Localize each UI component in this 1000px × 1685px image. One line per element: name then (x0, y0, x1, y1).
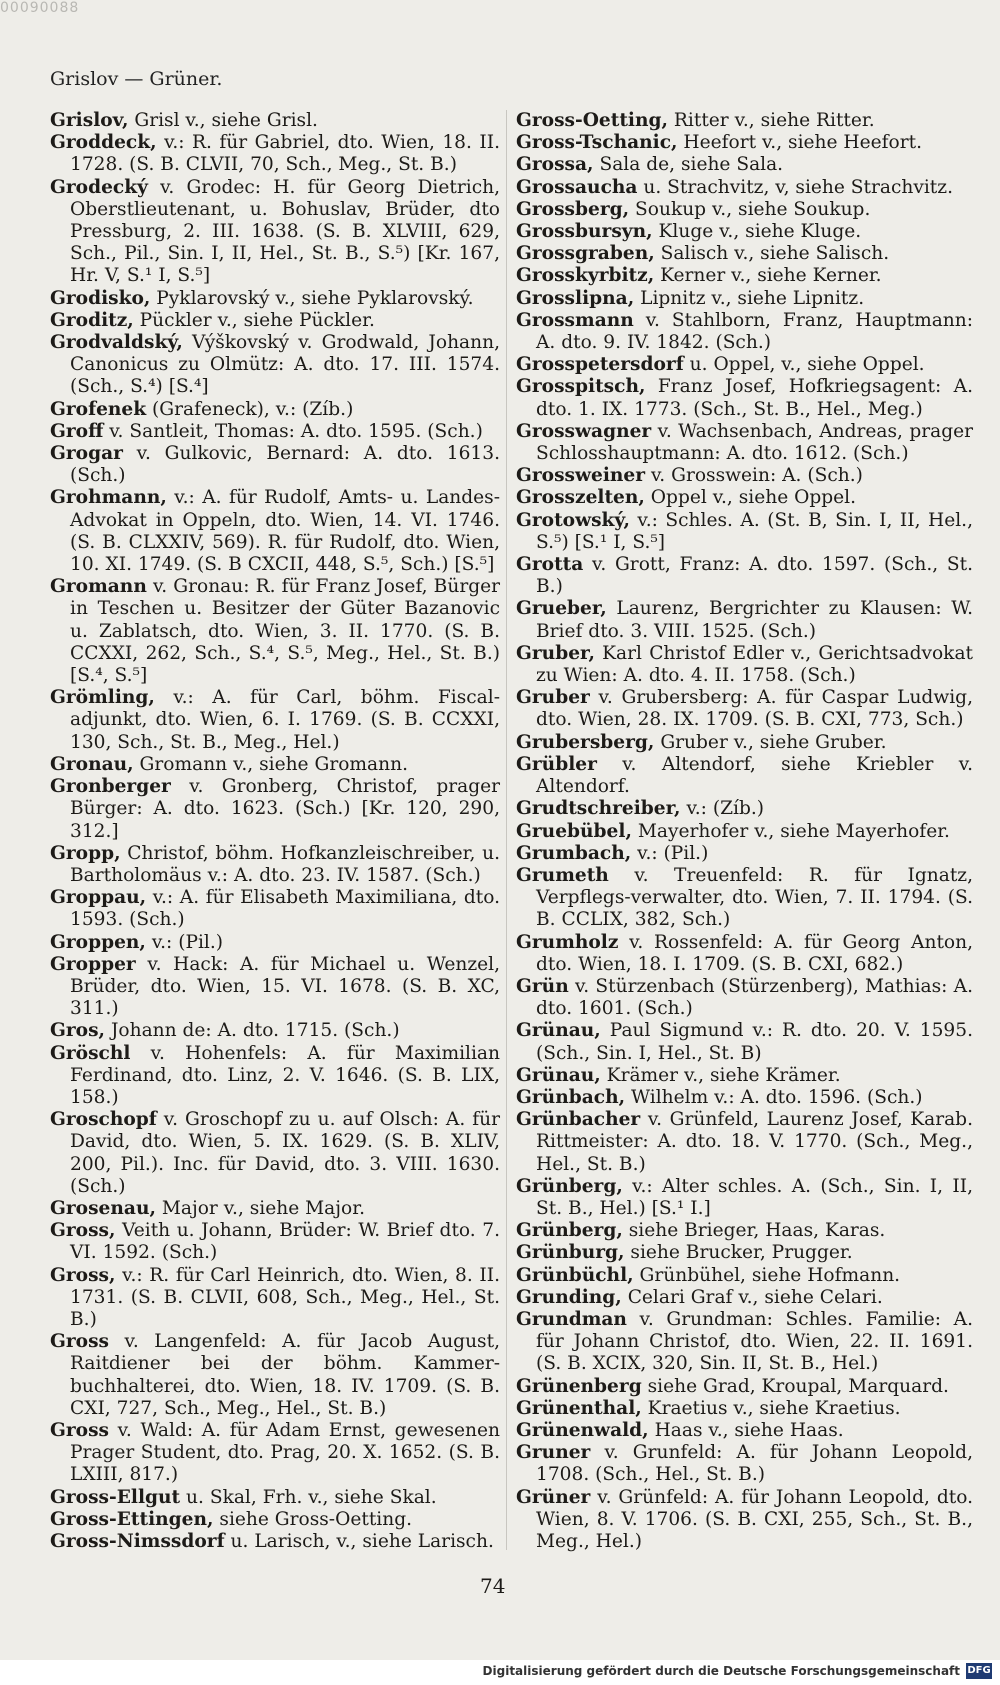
entry-text: v. Grundman: Schles. Familie: A. für Johann Christof, dto. Wien, 22. II. 1691. (S. B. XCIX, 320, Sin. II, St. B., Hel.) (536, 1308, 973, 1375)
entry-headword: Grosswagner (516, 420, 652, 442)
entry-headword: Grubersberg, (516, 731, 655, 753)
entry-headword: Grünenwald, (516, 1419, 649, 1441)
entry-headword: Grünbach, (516, 1086, 626, 1108)
entry-headword: Grossmann (516, 309, 634, 331)
entry-headword: Grömling, (50, 687, 155, 709)
dictionary-entry (50, 1265, 500, 1332)
dictionary-entry (50, 1509, 500, 1531)
entry-text: Heefort v., siehe Heefort. (677, 132, 922, 154)
entry-headword: Groschopf (50, 1109, 157, 1131)
entry-headword: Gronberger (50, 776, 171, 798)
entry-headword: Gros, (50, 1020, 106, 1042)
dictionary-entry (516, 1065, 973, 1087)
entry-text: Soukup v., siehe Soukup. (629, 198, 871, 220)
dictionary-entry (50, 487, 500, 576)
dictionary-entry (516, 643, 973, 687)
entry-headword: Grünbüchl, (516, 1264, 634, 1286)
dictionary-entry (516, 554, 973, 598)
dictionary-entry (516, 821, 973, 843)
column-divider (506, 110, 507, 1550)
dictionary-entry (516, 1398, 973, 1420)
entry-headword: Grünenthal, (516, 1397, 642, 1419)
dictionary-entry (50, 1109, 500, 1198)
entry-text: Výškovský v. Grodwald, Johann, Canonicus zu Olmütz: A. dto. 17. III. 1574. (Sch., S.⁴) [S.⁴] (70, 332, 500, 398)
entry-headword: Groppen, (50, 931, 146, 953)
entry-text: Haas v., siehe Haas. (648, 1419, 844, 1441)
entry-headword: Grumbach, (516, 842, 632, 864)
entry-text: Krämer v., siehe Krämer. (600, 1064, 841, 1086)
dictionary-entry (516, 110, 973, 132)
right-column (516, 110, 973, 1553)
entry-headword: Grünburg, (516, 1242, 625, 1264)
dictionary-entry (516, 1176, 973, 1220)
entry-headword: Grunding, (516, 1286, 622, 1308)
entry-headword: Gruner (516, 1442, 591, 1464)
entry-headword: Gromann (50, 576, 147, 598)
dictionary-entry (50, 132, 500, 176)
entry-headword: Gruber, (516, 642, 595, 664)
entry-text: siehe Brucker, Prugger. (624, 1242, 853, 1264)
dictionary-entry (50, 932, 500, 954)
dictionary-entry (516, 465, 973, 487)
entry-text: u. Skal, Frh. v., siehe Skal. (180, 1486, 437, 1508)
entry-headword: Gross-Oetting, (516, 110, 668, 131)
entry-text: v. Stürzenbach (Stürzenberg), Mathias: A. dto. 1601. (Sch.) (536, 975, 973, 1020)
entry-text: v. Altendorf, siehe Kriebler v. Altendorf. (536, 753, 973, 798)
dfg-logo: DFG (966, 1663, 992, 1679)
dictionary-entry (516, 288, 973, 310)
entry-text: v. Grünfeld: A. für Johann Leopold, dto. Wien, 8. V. 1706. (S. B. CXI, 255, Sch., St. B., Meg., Hel.) (536, 1486, 973, 1552)
dictionary-entry (516, 732, 973, 754)
entry-text: siehe Brieger, Haas, Karas. (622, 1220, 886, 1242)
entry-text: Christof, böhm. Hofkanzleischreiber, u. Bartholomäus v.: A. dto. 23. IV. 1587. (Sch.) (70, 842, 500, 886)
entry-headword: Grudtschreiber, (516, 798, 681, 820)
entry-headword: Grüner (516, 1486, 591, 1508)
entry-text: v. Wald: A. für Adam Ernst, gewesenen Prager Student, dto. Prag, 20. X. 1652. (S. B. LXIII, 817.) (70, 1419, 500, 1486)
entry-headword: Grosenau, (50, 1197, 156, 1219)
entry-text: v. Gronau: R. für Franz Josef, Bürger in Teschen u. Besitzer der Güter Bazanovic u. Zablatsch, dto. Wien, 3. II. 1770. (S. B. CCXXI, 262, Sch., S.⁴, S.⁵, Meg., Hel., St. B.) [S.⁴, S.⁵] (70, 576, 500, 687)
entry-text: Gromann v., siehe Gromann. (133, 753, 408, 775)
dictionary-entry (50, 1020, 500, 1042)
dictionary-entry (50, 1043, 500, 1110)
dictionary-entry (50, 1487, 500, 1509)
entry-headword: Grosspitsch, (516, 376, 646, 398)
entry-text: Laurenz, Bergrichter zu Klausen: W. Brief dto. 3. VIII. 1525. (Sch.) (536, 598, 973, 642)
entry-text: siehe Grad, Kroupal, Marquard. (641, 1375, 949, 1397)
entry-text: v.: R. für Gabriel, dto. Wien, 18. II. 1728. (S. B. CLVII, 70, Sch., Meg., St. B.) (70, 132, 500, 176)
entry-text: Pyklarovský v., siehe Pyklarovský. (150, 287, 474, 309)
dictionary-entry (50, 1220, 500, 1264)
entry-headword: Gross-Ellgut (50, 1486, 181, 1508)
entry-headword: Groppau, (50, 887, 147, 909)
entry-text: Kraetius v., siehe Kraetius. (641, 1397, 901, 1419)
entry-headword: Grün (516, 975, 569, 997)
entry-headword: Gropper (50, 953, 136, 975)
entry-text: Major v., siehe Major. (155, 1197, 365, 1219)
entry-text: Ritter v., siehe Ritter. (668, 110, 875, 131)
entry-headword: Grislov, (50, 110, 129, 131)
dictionary-entry (516, 1020, 973, 1064)
dictionary-entry (50, 310, 500, 332)
entry-headword: Gronau, (50, 753, 134, 775)
entry-headword: Groff (50, 420, 104, 442)
dictionary-entry (516, 310, 973, 354)
entry-text: v. Treuenfeld: R. für Ignatz, Verpflegs-verwalter, dto. Wien, 7. II. 1794. (S. B. CCLIX, 382, Sch.) (536, 864, 973, 931)
entry-headword: Grünberg, (516, 1175, 623, 1197)
dictionary-entry (516, 243, 973, 265)
dictionary-entry (516, 687, 973, 731)
entry-headword: Grueber, (516, 598, 607, 620)
dictionary-entry (516, 798, 973, 820)
dictionary-entry (516, 976, 973, 1020)
entry-text: Kluge v., siehe Kluge. (652, 221, 862, 243)
entry-headword: Grogar (50, 443, 123, 465)
dictionary-entry (516, 1242, 973, 1264)
entry-text: v. Stahlborn, Franz, Hauptmann: A. dto. 9. IV. 1842. (Sch.) (536, 309, 973, 354)
entry-headword: Grotowský, (516, 509, 630, 531)
entry-headword: Grohmann, (50, 487, 167, 509)
entry-text: siehe Gross-Oetting. (213, 1508, 413, 1530)
entry-text: Grünbühel, siehe Hofmann. (633, 1264, 901, 1286)
dictionary-entry (516, 354, 973, 376)
entry-text: v. Hohenfels: A. für Maximilian Ferdinand, dto. Linz, 2. V. 1646. (S. B. LIX, 158.) (70, 1042, 500, 1108)
dictionary-entry (516, 132, 973, 154)
entry-text: v.: A. für Rudolf, Amts- u. Landes-Advokat in Oppeln, dto. Wien, 14. VI. 1746. (S. B. CLXXIV, 569). R. für Rudolf, dto. Wien, 10. XI. 1749. (S. B CXCII, 448, S.⁵, Sch.) [S.⁵] (70, 487, 500, 576)
entry-text: v. Grosswein: A. (Sch.) (645, 465, 863, 487)
entry-text: v. Grünfeld, Laurenz Josef, Karab. Rittmeister: A. dto. 18. V. 1770. (Sch., Meg., Hel., St. B.) (536, 1109, 973, 1175)
entry-headword: Grotta (516, 554, 584, 576)
entry-text: Mayerhofer v., siehe Mayerhofer. (631, 820, 950, 842)
dictionary-entry (516, 1442, 973, 1486)
entry-headword: Grossberg, (516, 198, 630, 220)
dictionary-entry (50, 332, 500, 399)
dictionary-entry (50, 776, 500, 843)
entry-headword: Grünau, (516, 1020, 601, 1042)
dictionary-entry (516, 1287, 973, 1309)
entry-text: v.: R. für Carl Heinrich, dto. Wien, 8. II. 1731. (S. B. CLVII, 608, Sch., Meg., Hel., St. B.) (70, 1264, 500, 1330)
entry-text: v. Grunfeld: A. für Johann Leopold, 1708. (Sch., Hel., St. B.) (536, 1442, 973, 1486)
entry-text: v.: Alter schles. A. (Sch., Sin. I, II, St. B., Hel.) [S.¹ I.] (536, 1175, 973, 1219)
entry-text: Kerner v., siehe Kerner. (654, 265, 882, 287)
entry-text: Karl Christof Edler v., Gerichtsadvokat zu Wien: A. dto. 4. II. 1758. (Sch.) (536, 642, 973, 687)
dictionary-entry (516, 865, 973, 932)
entry-text: v. Langenfeld: A. für Jacob August, Raitdiener bei der böhm. Kammer-buchhalterei, dto. Wien, 18. IV. 1709. (S. B. CXI, 727, Sch., Meg., Hel., St. B.) (70, 1331, 500, 1419)
entry-headword: Grofenek (50, 398, 147, 420)
dictionary-entry (516, 843, 973, 865)
entry-headword: Gross-Ettingen, (50, 1508, 214, 1530)
entry-text: v. Hack: A. für Michael u. Wenzel, Brüder, dto. Wien, 15. VI. 1678. (S. B. XC, 311.) (70, 953, 500, 1020)
dictionary-entry (516, 154, 973, 176)
entry-text: Oppel v., siehe Oppel. (644, 487, 857, 509)
entry-text: Wilhelm v.: A. dto. 1596. (Sch.) (625, 1086, 923, 1108)
dictionary-entry (516, 510, 973, 554)
dictionary-entry (50, 1420, 500, 1487)
entry-headword: Grodecký (50, 176, 148, 198)
dictionary-entry (50, 1198, 500, 1220)
dictionary-entry (50, 1331, 500, 1420)
dictionary-entry (516, 1109, 973, 1176)
entry-text: v. Grodec: H. für Georg Dietrich, Oberstlieutenant, u. Bohuslav, Brüder, dto Pressburg, 2. III. 1638. (S. B. XLVIII, 629, Sch., Pil., Sin. I, II, Hel., St. B., S.⁵) [Kr. 167, Hr. V, S.¹ I, S.⁵] (70, 176, 500, 287)
entry-headword: Gropp, (50, 842, 121, 864)
entry-headword: Grossbursyn, (516, 221, 653, 243)
dictionary-entry (516, 1220, 973, 1242)
dictionary-entry (50, 421, 500, 443)
dictionary-entry (516, 1376, 973, 1398)
entry-text: Sala de, siehe Sala. (593, 154, 784, 176)
dictionary-entry (516, 754, 973, 798)
entry-text: (Grafeneck), v.: (Zíb.) (146, 398, 354, 420)
dictionary-entry (516, 1087, 973, 1109)
dictionary-entry (516, 1420, 973, 1442)
dictionary-entry (516, 932, 973, 976)
entry-text: v.: Schles. A. (St. B, Sin. I, II, Hel., S.⁵) [S.¹ I, S.⁵] (536, 509, 973, 553)
entry-headword: Grünberg, (516, 1220, 623, 1242)
entry-headword: Grundman (516, 1308, 627, 1330)
entry-headword: Grosspetersdorf (516, 354, 684, 376)
entry-text: v.: (Zíb.) (680, 798, 765, 820)
entry-headword: Gross, (50, 1220, 116, 1242)
entry-text: Veith u. Johann, Brüder: W. Brief dto. 7. VI. 1592. (Sch.) (70, 1220, 500, 1264)
entry-text: u. Strachvitz, v, siehe Strachvitz. (637, 176, 953, 198)
dictionary-entry (50, 1531, 500, 1553)
entry-text: v. Gulkovic, Bernard: A. dto. 1613. (Sch.) (70, 443, 500, 487)
dictionary-entry (516, 421, 973, 465)
entry-headword: Gruebübel, (516, 820, 632, 842)
dictionary-entry (516, 265, 973, 287)
page-number: 74 (480, 1574, 506, 1598)
dictionary-entry (516, 1487, 973, 1554)
dictionary-entry (50, 954, 500, 1021)
dictionary-entry (50, 687, 500, 754)
dictionary-entry (516, 487, 973, 509)
entry-text: Gruber v., siehe Gruber. (654, 731, 887, 753)
entry-text: Salisch v., siehe Salisch. (654, 243, 890, 265)
dictionary-entry (50, 887, 500, 931)
dictionary-entry (516, 1265, 973, 1287)
left-column (50, 110, 500, 1553)
entry-text: Franz Josef, Hofkriegsagent: A. dto. 1. IX. 1773. (Sch., St. B., Hel., Meg.) (536, 376, 973, 420)
entry-text: Grisl v., siehe Grisl. (128, 110, 318, 131)
entry-headword: Grübler (516, 753, 597, 775)
entry-headword: Grumholz (516, 931, 619, 953)
entry-text: v.: A. für Carl, böhm. Fiscal-adjunkt, dto. Wien, 6. I. 1769. (S. B. CCXXI, 130, Sch., St. B., Meg., Hel.) (70, 687, 500, 753)
entry-text: v.: (Pil.) (631, 842, 709, 864)
entry-text: u. Oppel, v., siehe Oppel. (683, 354, 925, 376)
dictionary-entry (516, 199, 973, 221)
entry-headword: Groditz, (50, 309, 134, 331)
dictionary-entry (50, 843, 500, 887)
entry-text: v. Grubersberg: A. für Caspar Ludwig, dto. Wien, 28. IX. 1709. (S. B. CXI, 773, Sch.) (536, 687, 973, 731)
entry-text: v. Groschopf zu u. auf Olsch: A. für David, dto. Wien, 5. IX. 1629. (S. B. XLIV, 200, Pil.). Inc. für David, dto. 3. VIII. 1630. (Sch.) (70, 1109, 500, 1197)
entry-text: v.: (Pil.) (145, 931, 224, 953)
entry-text: u. Larisch, v., siehe Larisch. (224, 1531, 494, 1552)
dictionary-entry (50, 110, 500, 132)
entry-text: v. Santleit, Thomas: A. dto. 1595. (Sch.) (103, 420, 483, 442)
dictionary-entry (50, 754, 500, 776)
entry-headword: Grodvaldský, (50, 332, 183, 354)
entry-headword: Groddeck, (50, 132, 157, 154)
entry-headword: Grosslipna, (516, 287, 635, 309)
entry-headword: Grodisko, (50, 287, 151, 309)
entry-text: v.: A. für Elisabeth Maximiliana, dto. 1593. (Sch.) (70, 887, 500, 931)
entry-headword: Grünau, (516, 1064, 601, 1086)
dictionary-entry (516, 376, 973, 420)
dictionary-entry (50, 399, 500, 421)
entry-text: v. Wachsenbach, Andreas, prager Schlosshauptmann: A. dto. 1612. (Sch.) (536, 420, 973, 465)
entry-headword: Gross-Tschanic, (516, 132, 678, 154)
dictionary-entry (50, 288, 500, 310)
running-head: Grislov — Grüner. (50, 68, 223, 90)
entry-headword: Grossa, (516, 154, 594, 176)
entry-headword: Grünenberg (516, 1375, 642, 1397)
dictionary-entry (516, 598, 973, 642)
entry-text: Pückler v., siehe Pückler. (133, 309, 375, 331)
dictionary-entry (50, 443, 500, 487)
entry-headword: Gröschl (50, 1042, 131, 1064)
entry-headword: Grumeth (516, 864, 609, 886)
entry-text: Paul Sigmund v.: R. dto. 20. V. 1595. (Sch., Sin. I, Hel., St. B) (536, 1020, 973, 1064)
dictionary-entry (516, 1309, 973, 1376)
entry-text: Johann de: A. dto. 1715. (Sch.) (105, 1020, 400, 1042)
entry-headword: Gross-Nimssdorf (50, 1531, 225, 1552)
entry-headword: Grosszelten, (516, 487, 645, 509)
entry-text: v. Rossenfeld: A. für Georg Anton, dto. Wien, 18. I. 1709. (S. B. CXI, 682.) (536, 931, 973, 975)
dictionary-entry (50, 576, 500, 687)
entry-headword: Gross (50, 1419, 110, 1441)
entry-text: v. Gronberg, Christof, prager Bürger: A. dto. 1623. (Sch.) [Kr. 120, 290, 312.] (70, 776, 500, 842)
entry-headword: Gruber (516, 687, 590, 709)
entry-headword: Grossweiner (516, 465, 646, 487)
entry-headword: Gross, (50, 1264, 116, 1286)
scan-id: 00090088 (0, 0, 80, 16)
entry-headword: Grosskyrbitz, (516, 265, 655, 287)
entry-text: Celari Graf v., siehe Celari. (621, 1286, 883, 1308)
dictionary-entry (516, 221, 973, 243)
footer-text: Digitalisierung gefördert durch die Deutsche Forschungsgemeinschaft (482, 1664, 960, 1678)
entry-headword: Grossaucha (516, 176, 638, 198)
dictionary-entry (50, 177, 500, 288)
entry-text: v. Grott, Franz: A. dto. 1597. (Sch., St. B.) (536, 554, 973, 598)
entry-headword: Grünbacher (516, 1109, 641, 1131)
entry-text: Lipnitz v., siehe Lipnitz. (634, 287, 865, 309)
dictionary-entry (516, 177, 973, 199)
entry-headword: Gross (50, 1331, 110, 1353)
entry-headword: Grossgraben, (516, 243, 655, 265)
